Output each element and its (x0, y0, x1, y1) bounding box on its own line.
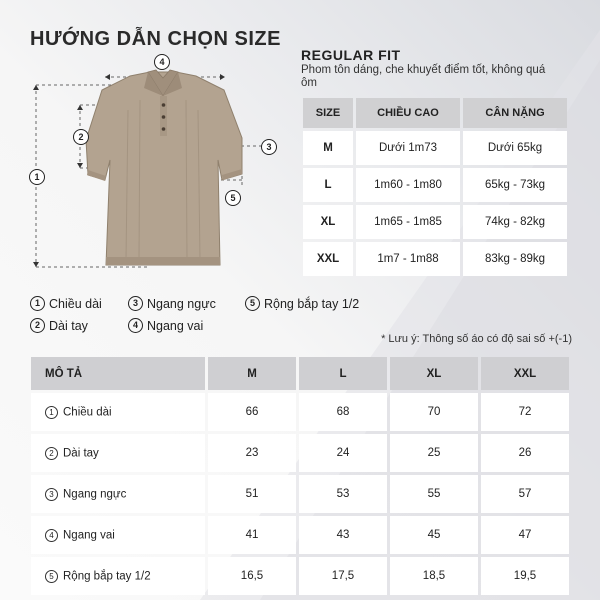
fit-title: REGULAR FIT (301, 47, 401, 63)
legend-item-bicep (245, 296, 359, 311)
page-title: HƯỚNG DẪN CHỌN SIZE (30, 28, 281, 50)
height-cell: 1m60 - 1m80 (356, 168, 460, 202)
height-cell: 1m7 - 1m88 (356, 242, 460, 276)
size-cell: XL (303, 205, 353, 239)
value-cell: 70 (390, 393, 478, 431)
value-cell: 68 (299, 393, 387, 431)
header-xxl: XXL (481, 357, 569, 390)
table-row (31, 475, 569, 513)
header-description: MÔ TẢ (31, 357, 205, 390)
legend-number: 3 (128, 296, 143, 311)
value-cell: 72 (481, 393, 569, 431)
legend-label: Chiều dài (49, 296, 102, 311)
height-cell: Dưới 1m73 (356, 131, 460, 165)
value-cell: 16,5 (208, 557, 296, 595)
legend-number: 5 (245, 296, 260, 311)
legend-item-length (30, 296, 102, 311)
legend-label: Dài tay (49, 318, 88, 333)
legend-item-chest (128, 296, 216, 311)
value-cell: 51 (208, 475, 296, 513)
shirt-illustration (20, 50, 290, 280)
value-cell: 18,5 (390, 557, 478, 595)
description-cell (31, 557, 205, 595)
value-cell: 17,5 (299, 557, 387, 595)
value-cell: 23 (208, 434, 296, 472)
measurement-table (28, 354, 572, 598)
description-cell (31, 475, 205, 513)
weight-cell: 74kg - 82kg (463, 205, 567, 239)
header-height: CHIỀU CAO (356, 98, 460, 128)
row-label: Dài tay (63, 447, 99, 460)
table-row (303, 242, 567, 276)
marker-5: 5 (225, 190, 241, 206)
legend-number: 4 (128, 318, 143, 333)
legend-item-shoulder (128, 318, 203, 333)
row-label: Chiều dài (63, 406, 112, 419)
table-row (303, 168, 567, 202)
value-cell: 55 (390, 475, 478, 513)
value-cell: 53 (299, 475, 387, 513)
marker-1: 1 (29, 169, 45, 185)
table-row (303, 131, 567, 165)
description-cell (31, 434, 205, 472)
header-size: SIZE (303, 98, 353, 128)
legend-number: 2 (30, 318, 45, 333)
table-row (31, 516, 569, 554)
header-weight: CÂN NẶNG (463, 98, 567, 128)
measurement-table-header (31, 357, 569, 390)
value-cell: 24 (299, 434, 387, 472)
table-row (31, 557, 569, 595)
shirt-diagram (20, 50, 290, 280)
legend-number: 1 (30, 296, 45, 311)
value-cell: 45 (390, 516, 478, 554)
table-row (31, 434, 569, 472)
row-number: 5 (45, 570, 58, 583)
value-cell: 57 (481, 475, 569, 513)
row-number: 1 (45, 406, 58, 419)
value-cell: 19,5 (481, 557, 569, 595)
size-table-header (303, 98, 567, 128)
value-cell: 26 (481, 434, 569, 472)
row-number: 2 (45, 447, 58, 460)
fit-description: Phom tôn dáng, che khuyết điểm tốt, không quá ôm (301, 64, 546, 89)
table-row (31, 393, 569, 431)
height-cell: 1m65 - 1m85 (356, 205, 460, 239)
header-l: L (299, 357, 387, 390)
row-label: Ngang ngực (63, 488, 127, 501)
marker-4: 4 (154, 54, 170, 70)
value-cell: 47 (481, 516, 569, 554)
value-cell: 41 (208, 516, 296, 554)
table-row (303, 205, 567, 239)
size-cell: L (303, 168, 353, 202)
legend-label: Rộng bắp tay 1/2 (264, 296, 360, 311)
value-cell: 66 (208, 393, 296, 431)
description-cell (31, 393, 205, 431)
tolerance-note: * Lưu ý: Thông số áo có độ sai số +(-1) (381, 333, 572, 345)
row-label: Rộng bắp tay 1/2 (63, 570, 151, 583)
legend-label: Ngang ngực (147, 296, 216, 311)
row-number: 3 (45, 488, 58, 501)
weight-cell: Dưới 65kg (463, 131, 567, 165)
legend-label: Ngang vai (147, 318, 204, 333)
size-cell: XXL (303, 242, 353, 276)
size-cell: M (303, 131, 353, 165)
row-number: 4 (45, 529, 58, 542)
weight-cell: 83kg - 89kg (463, 242, 567, 276)
description-cell (31, 516, 205, 554)
value-cell: 25 (390, 434, 478, 472)
legend-item-sleeve-length (30, 318, 88, 333)
marker-3: 3 (261, 139, 277, 155)
header-xl: XL (390, 357, 478, 390)
header-m: M (208, 357, 296, 390)
marker-2: 2 (73, 129, 89, 145)
row-label: Ngang vai (63, 529, 115, 542)
size-table (300, 95, 570, 279)
value-cell: 43 (299, 516, 387, 554)
weight-cell: 65kg - 73kg (463, 168, 567, 202)
